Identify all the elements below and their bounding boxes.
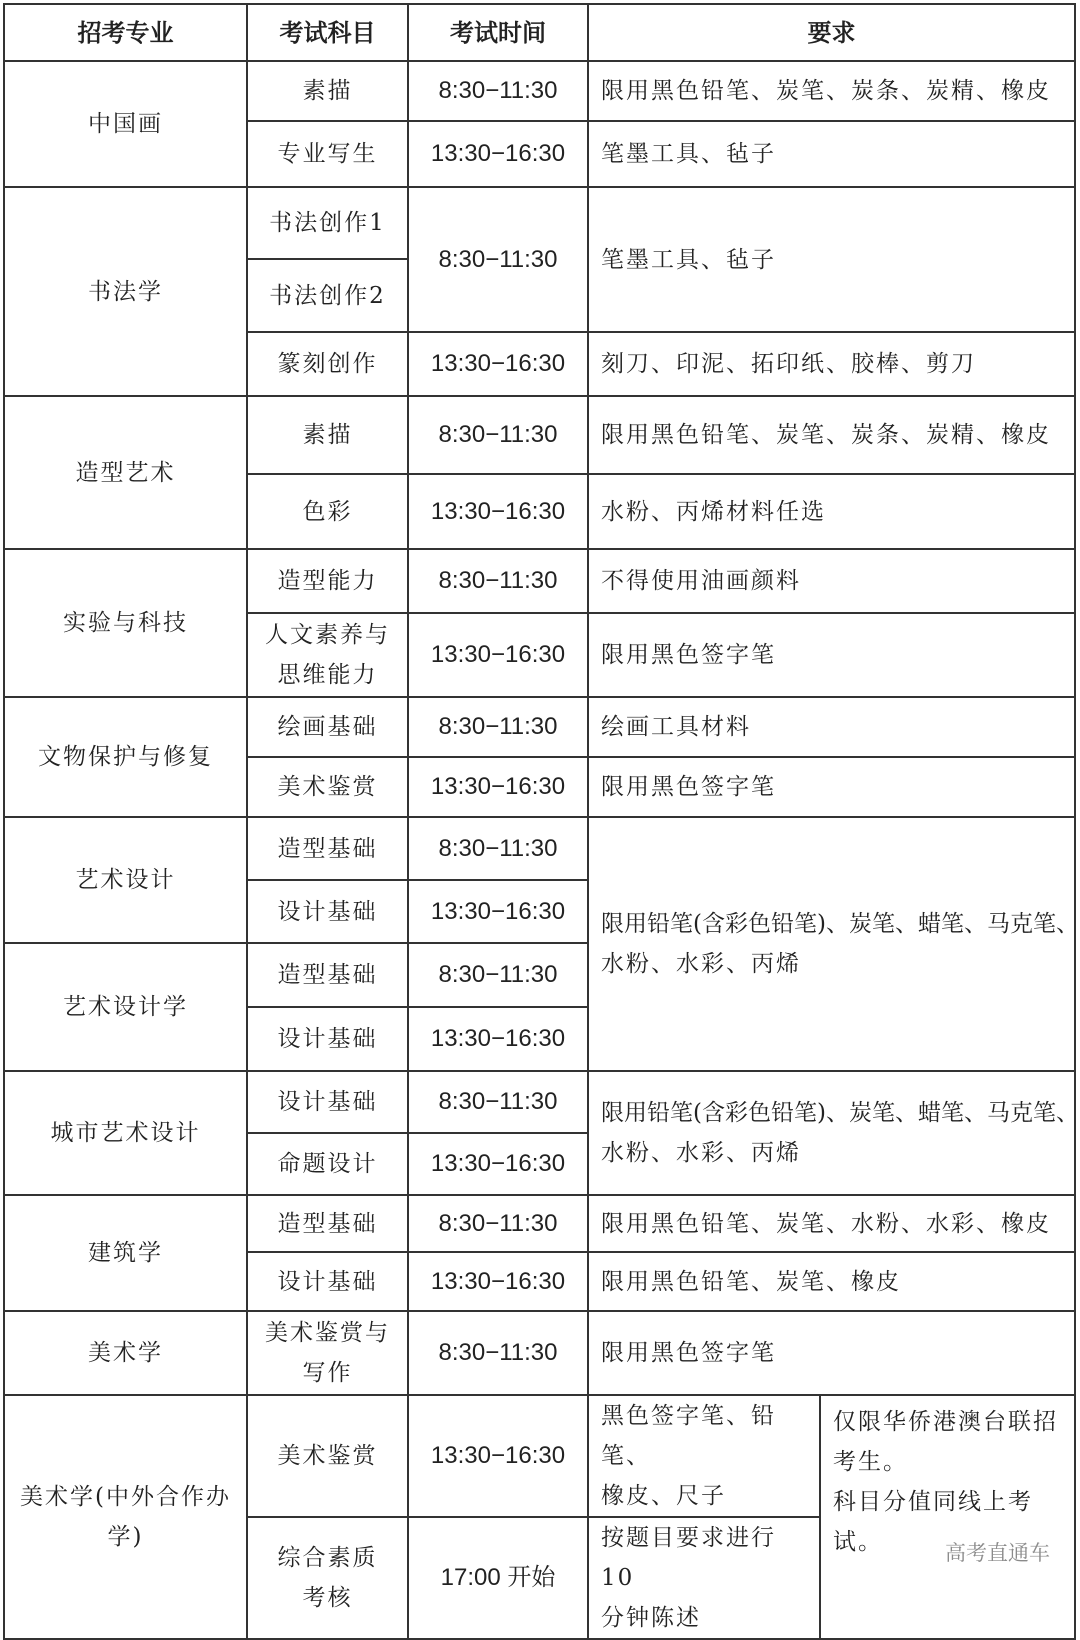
subject-cell: 篆刻创作 bbox=[247, 332, 408, 396]
note-line: 科目分值同线上考 bbox=[833, 1489, 1033, 1515]
subject-cell: 素描 bbox=[247, 396, 408, 474]
requirement-line: 水粉、水彩、丙烯 bbox=[601, 1140, 801, 1166]
requirement-cell: 限用黑色签字笔 bbox=[588, 613, 1075, 697]
major-cell: 书法学 bbox=[4, 187, 247, 396]
major-cell: 建筑学 bbox=[4, 1195, 247, 1311]
time-cell: 8:30−11:30 bbox=[408, 396, 588, 474]
header-time: 考试时间 bbox=[408, 4, 588, 61]
table-row bbox=[4, 1311, 1075, 1395]
subject-cell: 造型基础 bbox=[247, 1195, 408, 1252]
subject-cell: 设计基础 bbox=[247, 880, 408, 943]
table-row bbox=[4, 187, 1075, 259]
time-cell: 8:30−11:30 bbox=[408, 1311, 588, 1395]
major-cell bbox=[4, 1395, 247, 1639]
table-row bbox=[4, 697, 1075, 757]
time-cell: 8:30−11:30 bbox=[408, 817, 588, 880]
subject-cell: 造型能力 bbox=[247, 549, 408, 613]
watermark-text: 高考直通车 bbox=[945, 1541, 1050, 1565]
time-cell: 13:30−16:30 bbox=[408, 474, 588, 549]
subject-line: 美术鉴赏与 bbox=[265, 1320, 390, 1346]
subject-cell: 造型基础 bbox=[247, 817, 408, 880]
time-cell: 13:30−16:30 bbox=[408, 121, 588, 187]
major-cell: 中国画 bbox=[4, 61, 247, 187]
time-cell: 13:30−16:30 bbox=[408, 880, 588, 943]
subject-cell: 专业写生 bbox=[247, 121, 408, 187]
subject-cell: 设计基础 bbox=[247, 1252, 408, 1311]
major-cell: 艺术设计 bbox=[4, 817, 247, 943]
time-cell: 13:30−16:30 bbox=[408, 1133, 588, 1195]
subject-cell: 书法创作2 bbox=[247, 259, 408, 332]
requirement-cell: 限用黑色签字笔 bbox=[588, 757, 1075, 817]
requirement-cell: 不得使用油画颜料 bbox=[588, 549, 1075, 613]
subject-cell: 绘画基础 bbox=[247, 697, 408, 757]
subject-cell bbox=[247, 613, 408, 697]
requirement-cell bbox=[588, 817, 1079, 1071]
table-row bbox=[4, 396, 1075, 474]
requirement-cell: 限用黑色铅笔、炭笔、水粉、水彩、橡皮 bbox=[588, 1195, 1075, 1252]
note-cell bbox=[820, 1395, 1075, 1639]
major-cell: 实验与科技 bbox=[4, 549, 247, 697]
time-cell: 13:30−16:30 bbox=[408, 1252, 588, 1311]
subject-line: 综合素质 bbox=[277, 1545, 378, 1571]
major-cell: 造型艺术 bbox=[4, 396, 247, 549]
subject-cell bbox=[247, 1517, 408, 1639]
requirement-cell: 限用黑色铅笔、炭笔、炭条、炭精、橡皮 bbox=[588, 396, 1075, 474]
note-line: 试。 bbox=[833, 1529, 883, 1555]
subject-cell: 设计基础 bbox=[247, 1007, 408, 1071]
note-line: 考生。 bbox=[833, 1449, 908, 1475]
requirement-cell: 绘画工具材料 bbox=[588, 697, 1075, 757]
time-cell: 8:30−11:30 bbox=[408, 61, 588, 121]
requirement-line: 限用铅笔(含彩色铅笔)、炭笔、蜡笔、马克笔、 bbox=[601, 1100, 1079, 1126]
time-cell: 8:30−11:30 bbox=[408, 943, 588, 1007]
time-cell: 13:30−16:30 bbox=[408, 1395, 588, 1517]
note-line: 仅限华侨港澳台联招 bbox=[833, 1409, 1058, 1435]
header-subject: 考试科目 bbox=[247, 4, 408, 61]
requirement-cell: 水粉、丙烯材料任选 bbox=[588, 474, 1075, 549]
table-row bbox=[4, 61, 1075, 121]
subject-line: 考核 bbox=[302, 1585, 353, 1611]
requirement-cell bbox=[588, 1395, 820, 1517]
subject-line: 思维能力 bbox=[277, 662, 378, 688]
requirement-line: 橡皮、尺子 bbox=[601, 1483, 726, 1509]
major-cell: 城市艺术设计 bbox=[4, 1071, 247, 1195]
header-major: 招考专业 bbox=[4, 4, 247, 61]
table-row bbox=[4, 1071, 1075, 1133]
subject-cell: 设计基础 bbox=[247, 1071, 408, 1133]
subject-cell: 造型基础 bbox=[247, 943, 408, 1007]
time-cell: 8:30−11:30 bbox=[408, 187, 588, 332]
requirement-cell bbox=[588, 1517, 820, 1639]
table-row bbox=[4, 817, 1075, 880]
subject-cell: 美术鉴赏 bbox=[247, 1395, 408, 1517]
subject-cell: 素描 bbox=[247, 61, 408, 121]
requirement-cell: 限用黑色铅笔、炭笔、炭条、炭精、橡皮 bbox=[588, 61, 1075, 121]
subject-cell: 书法创作1 bbox=[247, 187, 408, 259]
time-cell: 8:30−11:30 bbox=[408, 1071, 588, 1133]
time-cell: 13:30−16:30 bbox=[408, 332, 588, 396]
requirement-line: 水粉、水彩、丙烯 bbox=[601, 951, 801, 977]
table-row bbox=[4, 1195, 1075, 1252]
time-cell: 17:00 开始 bbox=[408, 1517, 588, 1639]
major-line: 美术学(中外合作办 bbox=[20, 1484, 231, 1510]
subject-cell: 美术鉴赏 bbox=[247, 757, 408, 817]
requirement-line: 分钟陈述 bbox=[601, 1605, 701, 1631]
requirement-line: 限用铅笔(含彩色铅笔)、炭笔、蜡笔、马克笔、 bbox=[601, 911, 1079, 937]
table-row bbox=[4, 549, 1075, 613]
header-row bbox=[4, 4, 1075, 61]
time-cell: 13:30−16:30 bbox=[408, 757, 588, 817]
requirement-cell: 笔墨工具、毡子 bbox=[588, 187, 1075, 332]
time-cell: 13:30−16:30 bbox=[408, 613, 588, 697]
subject-cell: 命题设计 bbox=[247, 1133, 408, 1195]
subject-cell: 色彩 bbox=[247, 474, 408, 549]
requirement-cell bbox=[588, 1071, 1079, 1195]
header-requirement: 要求 bbox=[588, 4, 1075, 61]
requirement-cell: 限用黑色铅笔、炭笔、橡皮 bbox=[588, 1252, 1075, 1311]
requirement-line: 黑色签字笔、铅笔、 bbox=[601, 1403, 776, 1469]
time-cell: 8:30−11:30 bbox=[408, 697, 588, 757]
subject-line: 写作 bbox=[302, 1360, 353, 1386]
major-cell: 艺术设计学 bbox=[4, 943, 247, 1071]
subject-line: 人文素养与 bbox=[265, 622, 390, 648]
requirement-cell: 笔墨工具、毡子 bbox=[588, 121, 1075, 187]
time-cell: 8:30−11:30 bbox=[408, 549, 588, 613]
exam-schedule-table bbox=[3, 3, 1079, 1640]
time-cell: 13:30−16:30 bbox=[408, 1007, 588, 1071]
major-line: 学) bbox=[107, 1524, 144, 1550]
major-cell: 美术学 bbox=[4, 1311, 247, 1395]
time-cell: 8:30−11:30 bbox=[408, 1195, 588, 1252]
requirement-cell: 刻刀、印泥、拓印纸、胶棒、剪刀 bbox=[588, 332, 1075, 396]
subject-cell bbox=[247, 1311, 408, 1395]
requirement-cell: 限用黑色签字笔 bbox=[588, 1311, 1075, 1395]
table-row bbox=[4, 1395, 1075, 1517]
requirement-line: 按题目要求进行 10 bbox=[601, 1525, 776, 1591]
major-cell: 文物保护与修复 bbox=[4, 697, 247, 817]
